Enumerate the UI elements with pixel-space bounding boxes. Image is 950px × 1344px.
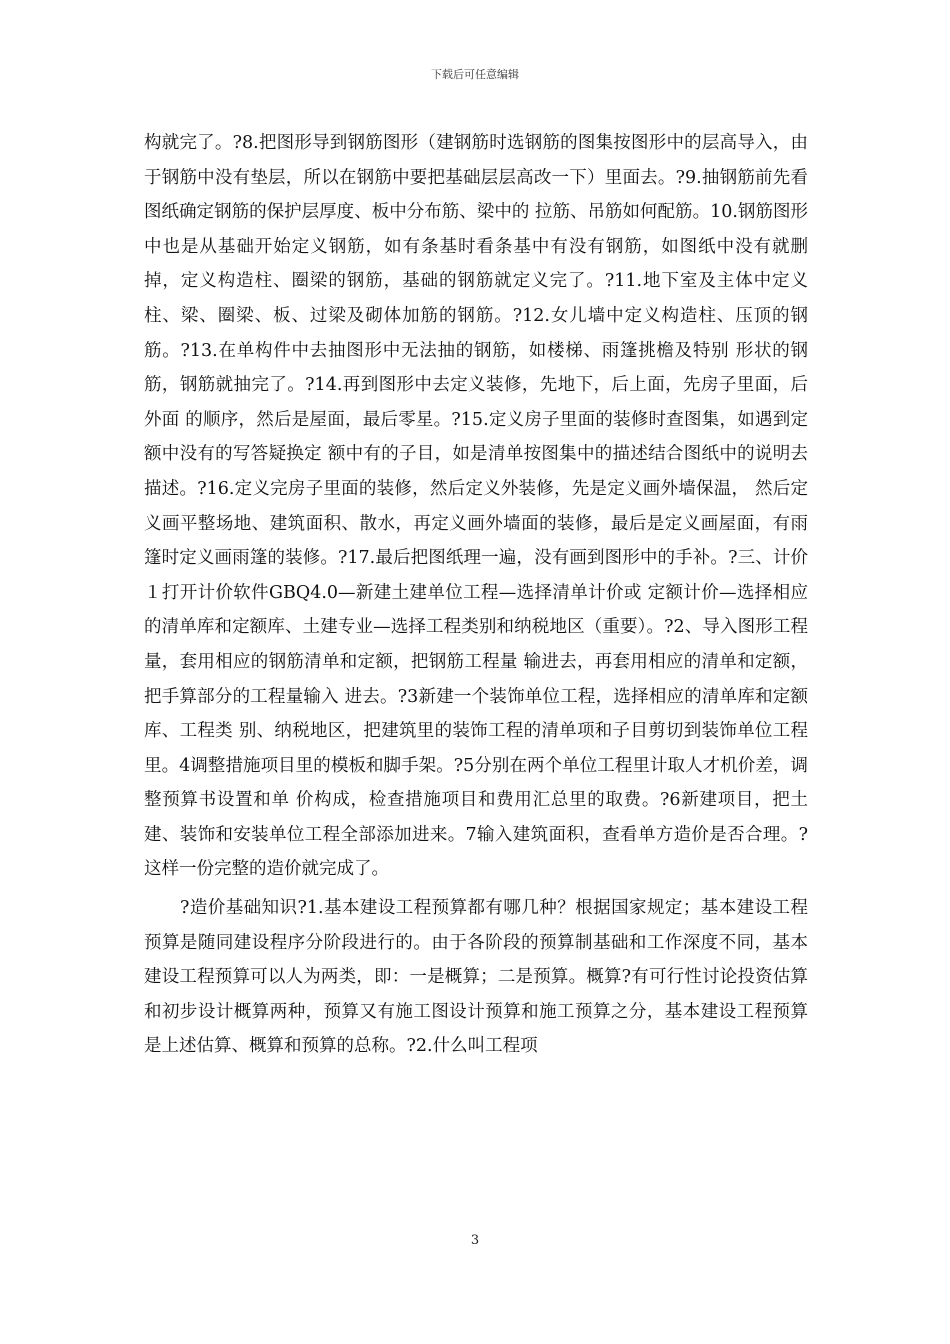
page-number: 3 <box>470 1233 480 1248</box>
paragraph-2: ?造价基础知识?1.基本建设工程预算都有哪几种？根据国家规定；基本建设工程预算是随同建设程序分阶段进行的。由于各阶段的预算制基础和工作深度不同，基本建设工程预算可以人为两类，即：一是概算；二是预算。概算?有可行性讨论投资估算和初步设计概算两种，预算又有施工图设计预算和施工预算之分，基本建设工程预算是上述估算、概算和预算的总称。?2.什么叫工程项 <box>144 898 808 1057</box>
document-body <box>144 126 808 1064</box>
paragraph-1: 构就完了。?8.把图形导到钢筋图形（建钢筋时选钢筋的图集按图形中的层高导入，由于钢筋中没有垫层，所以在钢筋中要把基础层层高改一下）里面去。?9.抽钢筋前先看图纸确定钢筋的保护层厚度、板中分布筋、梁中的 拉筋、吊筋如何配筋。10.钢筋图形中也是从基础开始定义钢筋，如有条基时看条基中有没有钢筋，如图纸中没有就删掉，定义构造柱、圈梁的钢筋，基础的钢筋就定义完了。?11.地下室及主体中定义柱、梁、圈梁、板、过梁及砌体加筋的钢筋。?12.女儿墙中定义构造柱、压顶的钢筋。?13.在单构件中去抽图形中无法抽的钢筋，如楼梯、雨篷挑檐及特别 形状的钢筋，钢筋就抽完了。?14.再到图形中去定义装修，先地下，后上面，先房子里面，后外面 的顺序，然后是屋面，最后零星。?15.定义房子里面的装修时查图集，如遇到定额中没有的写答疑换定 额中有的子目，如是清单按图集中的描述结合图纸中的说明去描述。?16.定义完房子里面的装修，然后定义外装修，先是定义画外墙保温， 然后定义画平整场地、建筑面积、散水，再定义画外墙面的装修，最后是定义画屋面，有雨篷时定义画雨篷的装修。?17.最后把图纸理一遍，没有画到图形中的手补。?三、计价１打开计价软件GBQ4.0—新建土建单位工程—选择清单计价或 定额计价—选择相应的清单库和定额库、土建专业—选择工程类别和纳税地区（重要）。?2、导入图形工程量，套用相应的钢筋清单和定额，把钢筋工程量 输进去，再套用相应的清单和定额，把手算部分的工程量输入 进去。?3新建一个装饰单位工程，选择相应的清单库和定额库、工程类 别、纳税地区，把建筑里的装饰工程的清单项和子目剪切到装饰单位工程里。4调整措施项目里的模板和脚手架。?5分别在两个单位工程里计取人才机价差，调整预算书设置和单 价构成，检查措施项目和费用汇总里的取费。?6新建项目，把土建、装饰和安装单位工程全部添加进来。7输入建筑面积，查看单方造价是否合理。?这样一份完整的造价就完成了。 <box>144 133 808 880</box>
page-header: 下载后可任意编辑 <box>431 68 519 81</box>
